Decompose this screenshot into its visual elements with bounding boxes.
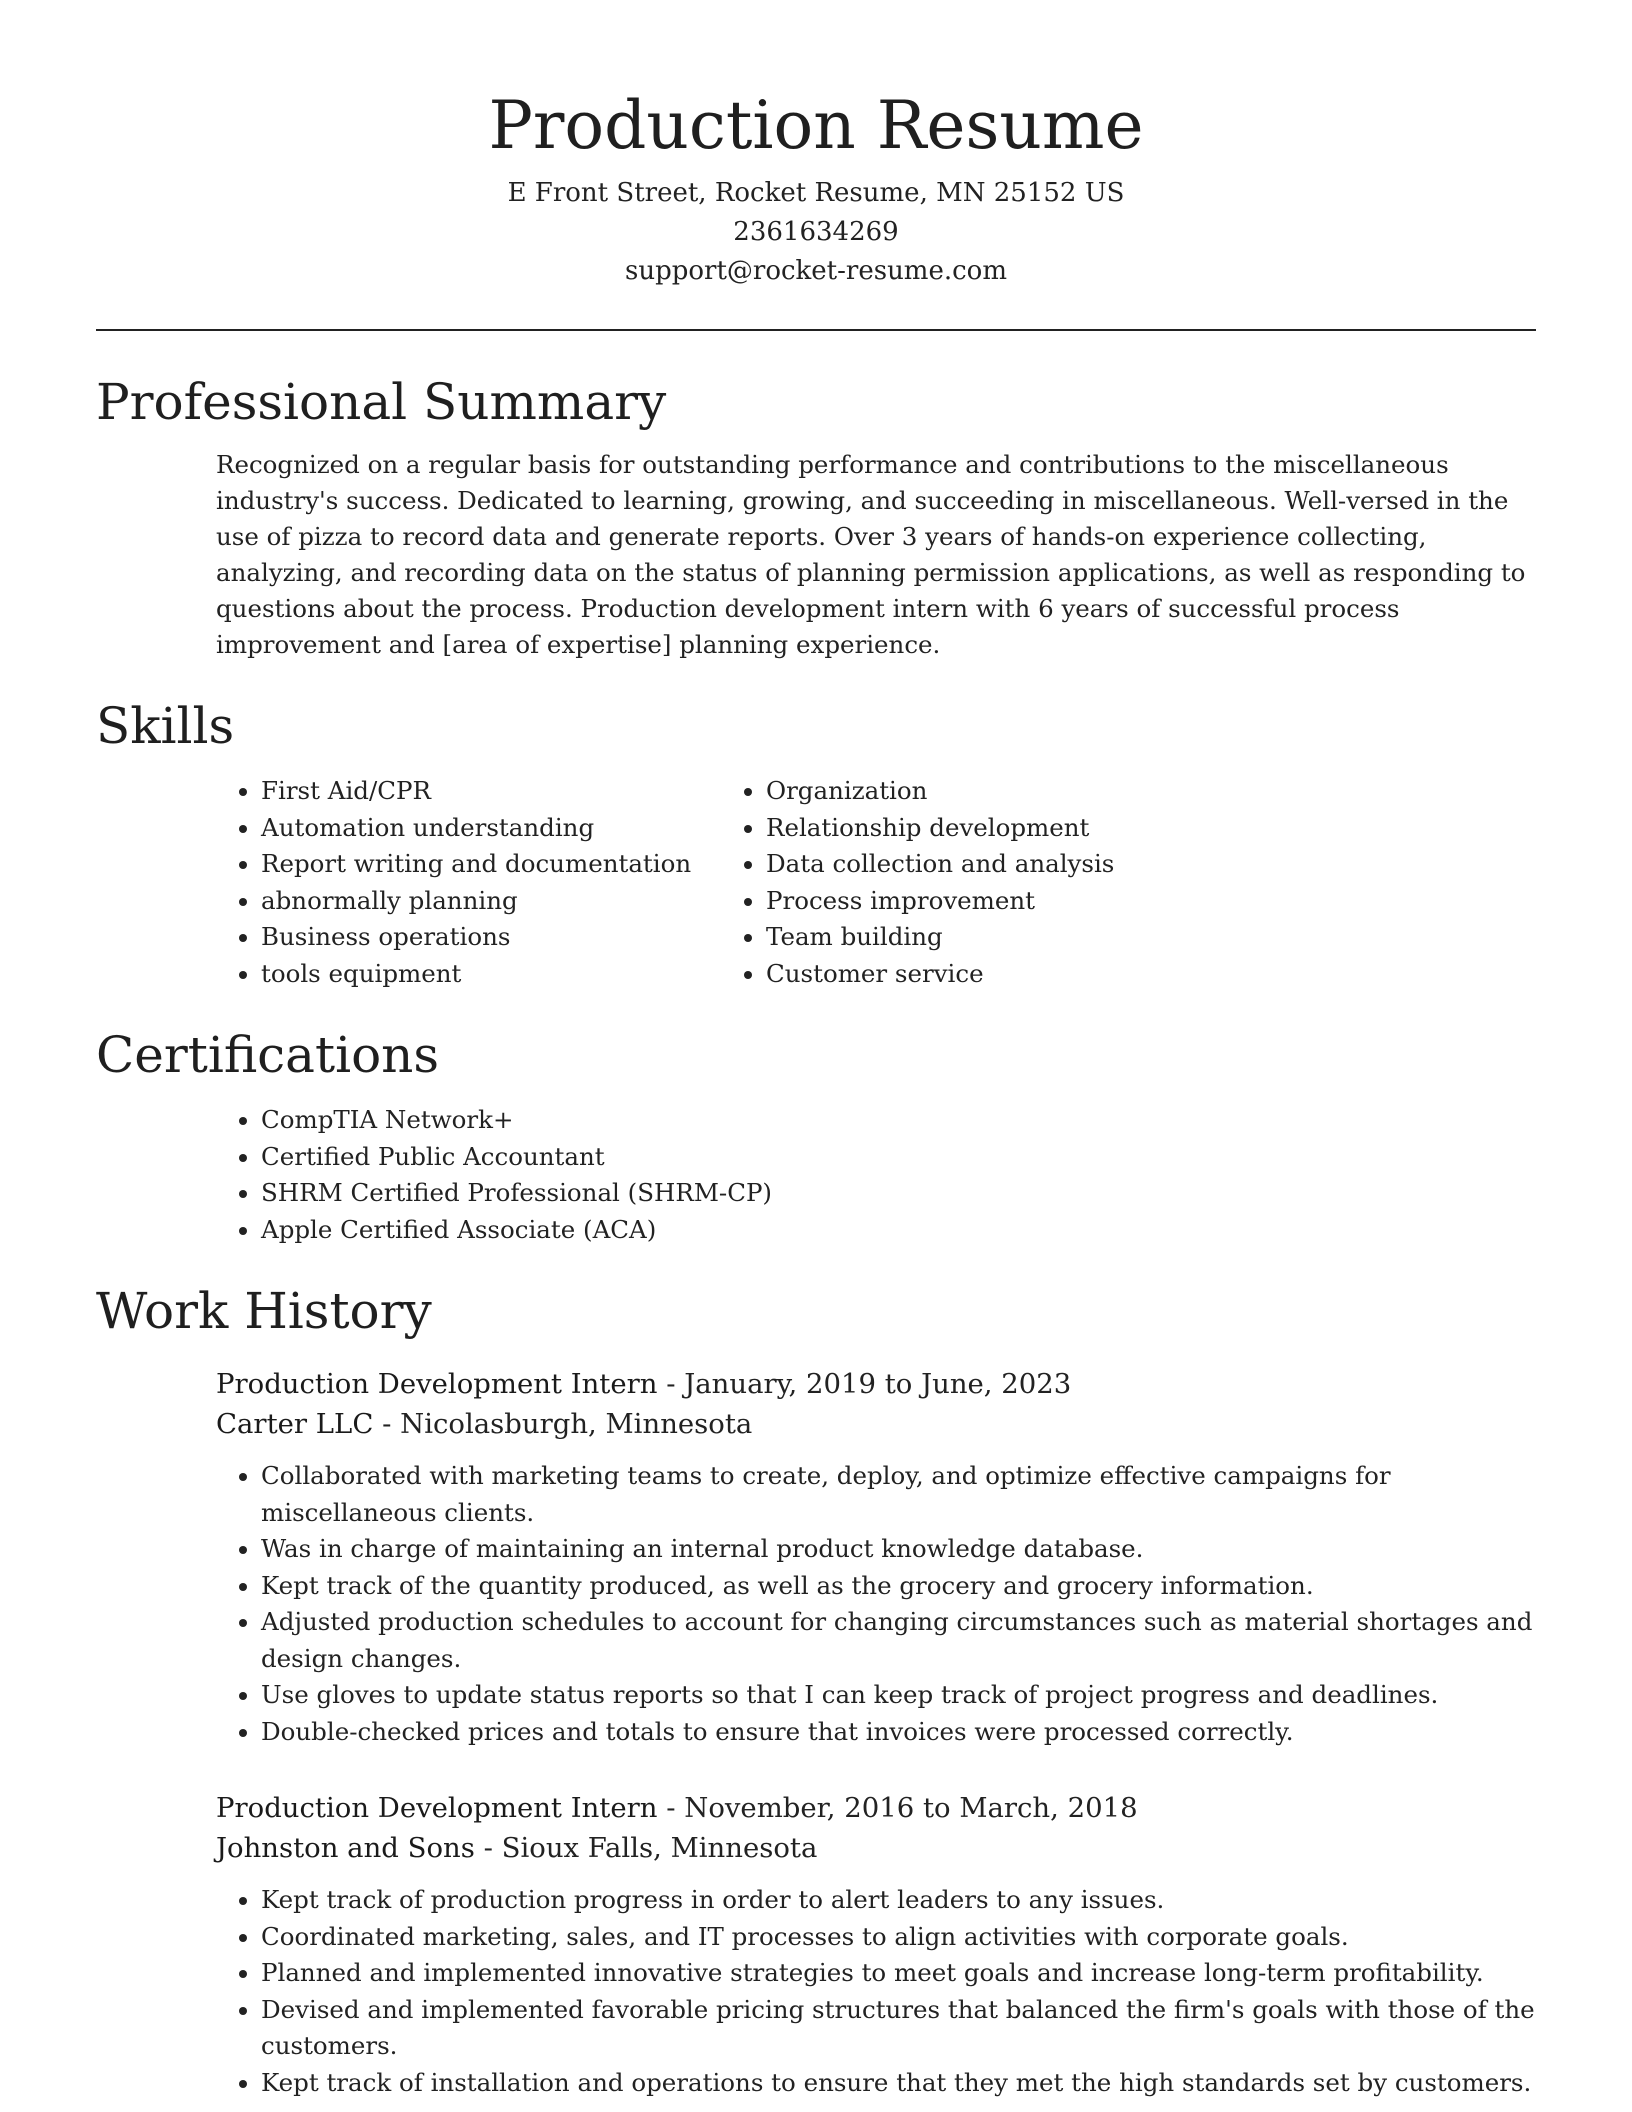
skill-item: • Business operations: [261, 919, 746, 956]
job-company: Johnston and Sons: [216, 1832, 475, 1864]
skill-item: • Team building: [766, 919, 1251, 956]
certifications-section: [96, 1022, 1536, 1248]
work-history-section: [96, 1278, 1536, 2101]
job-bullet: • Double-checked prices and totals to ensure that invoices were processed correctly.: [261, 1714, 1536, 1751]
skills-list-left: [96, 773, 746, 992]
skill-item: • Report writing and documentation: [261, 846, 746, 883]
skill-item: • tools equipment: [261, 956, 746, 993]
contact-block: [96, 174, 1536, 291]
summary-heading: Professional Summary: [96, 373, 667, 431]
certifications-list: [96, 1102, 1536, 1248]
job-title-line: [216, 1364, 1536, 1404]
job-dates: - November, 2016 to March, 2018: [657, 1792, 1138, 1824]
certifications-heading: Certifications: [96, 1026, 440, 1084]
job-bullet: • Adjusted production schedules to account for changing circumstances such as material shortages and design changes.: [261, 1604, 1536, 1677]
skill-item: • Customer service: [766, 956, 1251, 993]
job-dates: - January, 2019 to June, 2023: [657, 1368, 1072, 1400]
job-entry: [216, 1788, 1536, 2101]
certification-item: • CompTIA Network+: [261, 1102, 1536, 1139]
job-company: Carter LLC: [216, 1408, 374, 1440]
skills-section: [96, 693, 1536, 992]
job-bullet: • Planned and implemented innovative strategies to meet goals and increase long-term profitability.: [261, 1955, 1536, 1992]
certification-item: • Apple Certified Associate (ACA): [261, 1212, 1536, 1249]
job-bullet: • Devised and implemented favorable pricing structures that balanced the firm's goals with those of the customers.: [261, 1992, 1536, 2065]
summary-text: Recognized on a regular basis for outstanding performance and contributions to the miscellaneous industry's success. Dedicated to learning, growing, and succeeding in miscellaneous. Well-versed in the use of pizza to record data and generate reports. Over 3 years of hands-on experience collecting, analyzing, and recording data on the status of planning permission applications, as well as responding to questions about the process. Production development intern with 6 years of successful process improvement and [area of expertise] planning experience.: [216, 450, 1526, 659]
job-location: - Nicolasburgh, Minnesota: [373, 1408, 753, 1440]
job-company-line: [216, 1828, 1536, 1868]
job-entry: [216, 1364, 1536, 1750]
job-bullet: • Kept track of installation and operations to ensure that they met the high standards set by customers.: [261, 2065, 1536, 2102]
job-role: Production Development Intern: [216, 1368, 658, 1400]
skills-heading: Skills: [96, 697, 235, 755]
job-bullet-list: [216, 1458, 1536, 1750]
job-bullet: • Use gloves to update status reports so that I can keep track of project progress and deadlines.: [261, 1677, 1536, 1714]
job-role: Production Development Intern: [216, 1792, 658, 1824]
summary-section: [96, 369, 1536, 663]
contact-address: E Front Street, Rocket Resume, MN 25152 US: [507, 178, 1125, 208]
certification-item: • SHRM Certified Professional (SHRM-CP): [261, 1175, 1536, 1212]
contact-phone: 2361634269: [733, 217, 899, 247]
skill-item: • Automation understanding: [261, 810, 746, 847]
skill-item: • Process improvement: [766, 883, 1251, 920]
skills-columns: [96, 773, 1536, 992]
job-bullet: • Was in charge of maintaining an internal product knowledge database.: [261, 1531, 1536, 1568]
job-bullet: • Collaborated with marketing teams to create, deploy, and optimize effective campaigns for miscellaneous clients.: [261, 1458, 1536, 1531]
work-history-heading: Work History: [96, 1282, 432, 1340]
skill-item: • First Aid/CPR: [261, 773, 746, 810]
skill-item: • Organization: [766, 773, 1251, 810]
job-bullet: • Kept track of the quantity produced, as well as the grocery and grocery information.: [261, 1568, 1536, 1605]
job-bullet: • Coordinated marketing, sales, and IT processes to align activities with corporate goals.: [261, 1919, 1536, 1956]
contact-email: support@rocket-resume.com: [624, 256, 1007, 286]
skill-item: • Data collection and analysis: [766, 846, 1251, 883]
job-bullet-list: [216, 1882, 1536, 2101]
skill-item: • Relationship development: [766, 810, 1251, 847]
certification-item: • Certified Public Accountant: [261, 1139, 1536, 1176]
job-title-line: [216, 1788, 1536, 1828]
job-company-line: [216, 1404, 1536, 1444]
job-bullet: • Kept track of production progress in order to alert leaders to any issues.: [261, 1882, 1536, 1919]
skills-list-right: [766, 773, 1251, 992]
resume-title: Production Resume: [488, 87, 1144, 164]
job-location: - Sioux Falls, Minnesota: [474, 1832, 818, 1864]
skill-item: • abnormally planning: [261, 883, 746, 920]
header-divider: [96, 329, 1536, 331]
resume-header: [96, 0, 1536, 291]
